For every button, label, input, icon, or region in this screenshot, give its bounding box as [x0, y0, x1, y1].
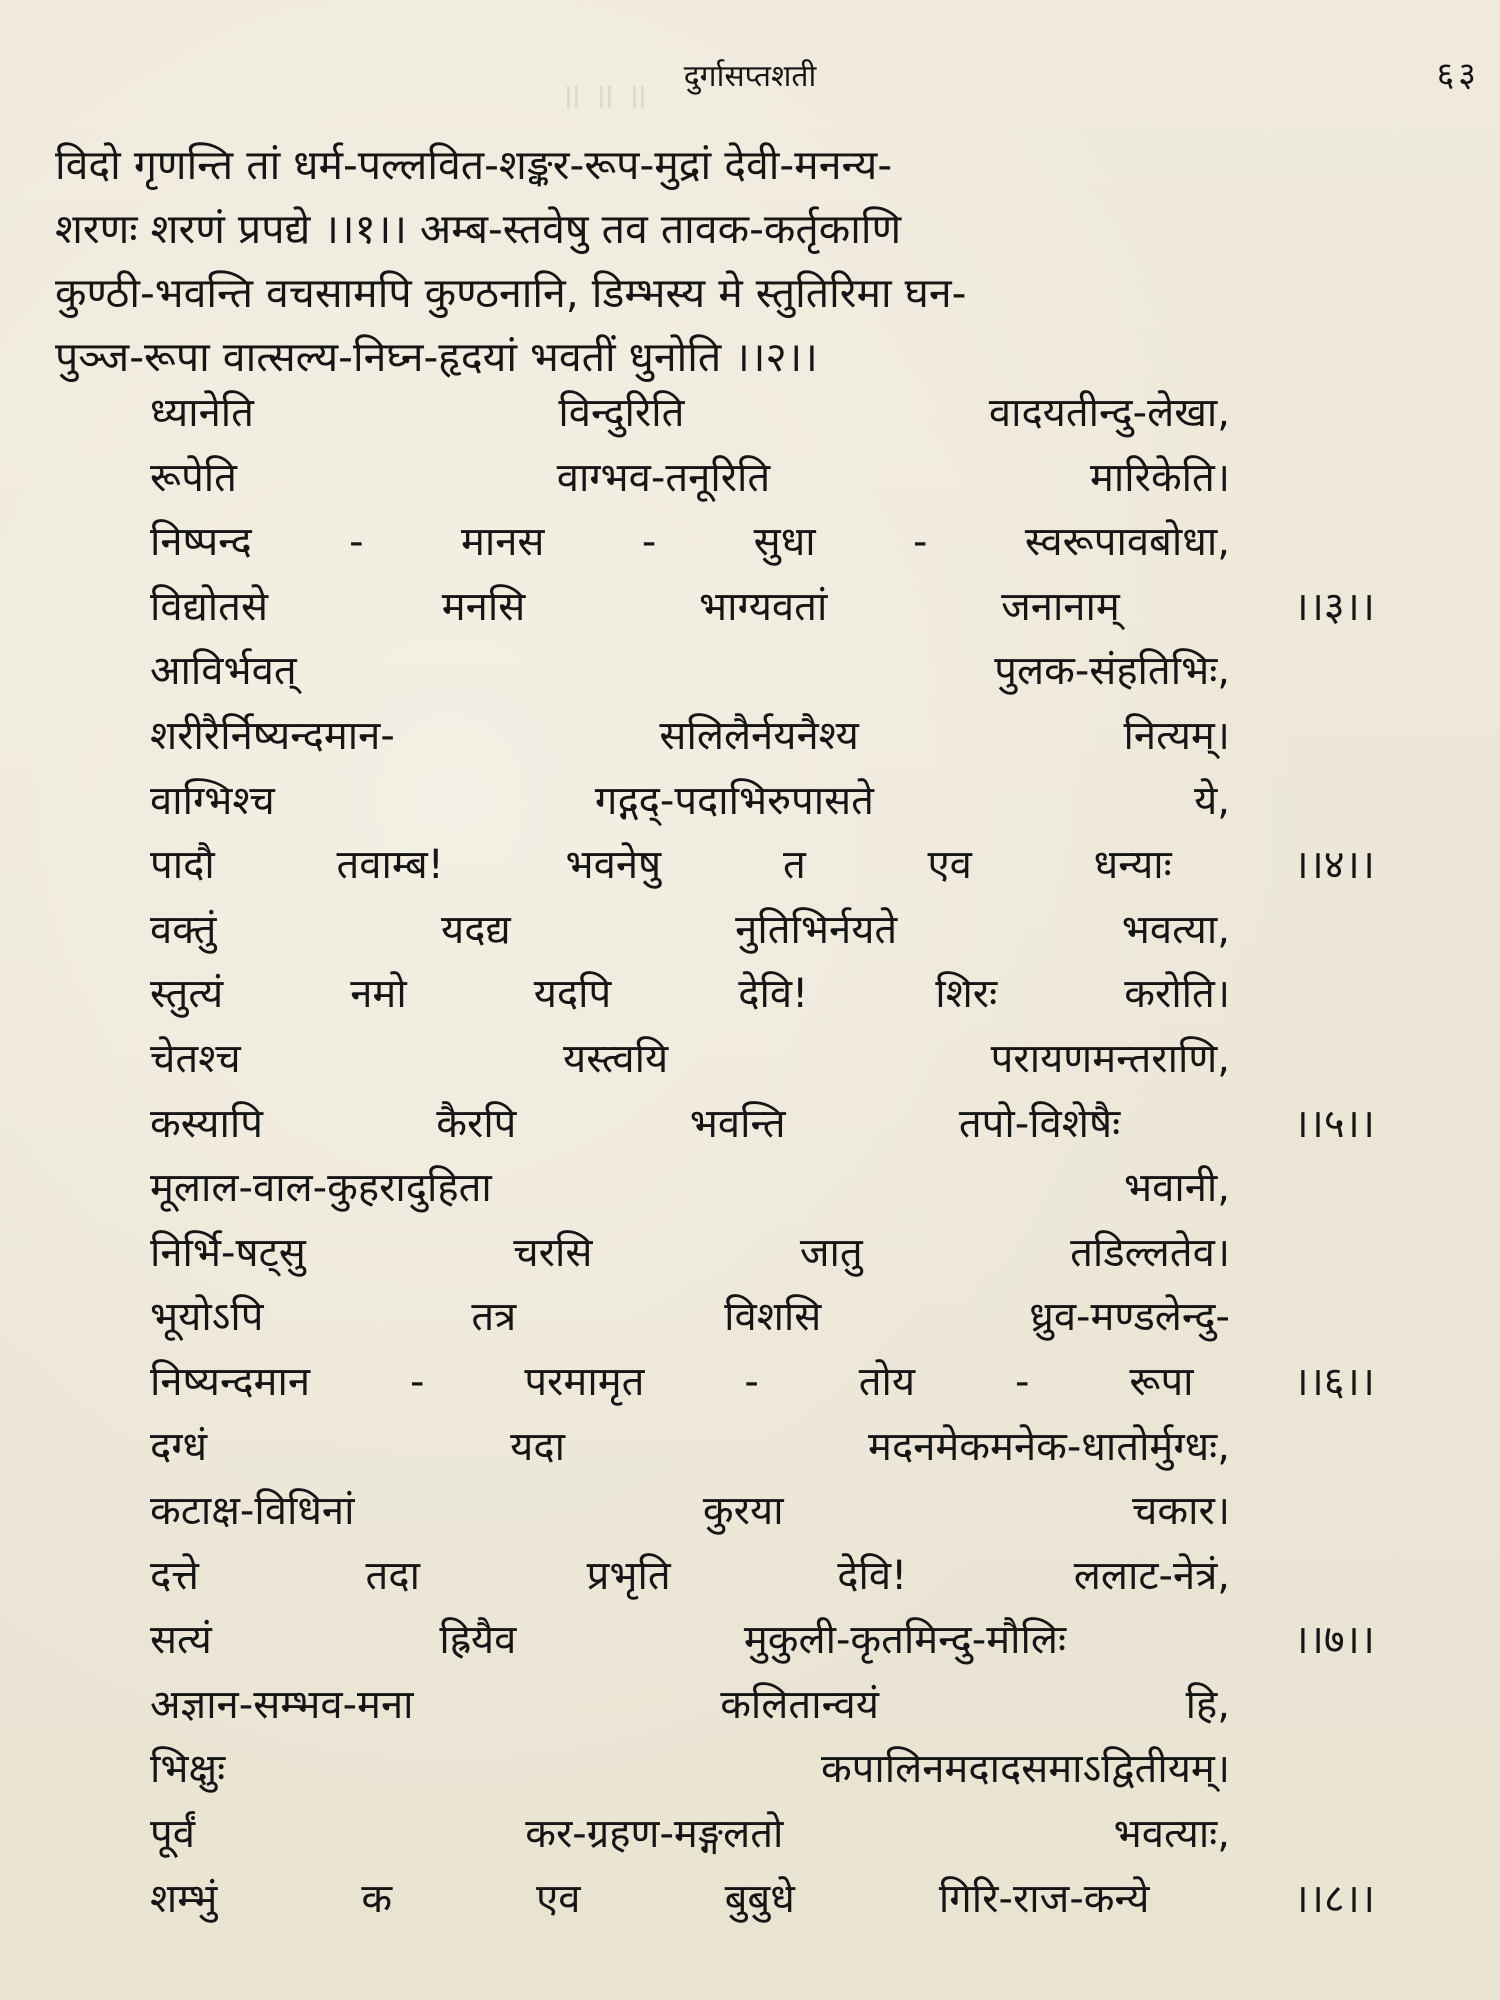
verse-word: चरसि [513, 1229, 593, 1276]
verse-word: कैरपि [436, 1100, 517, 1147]
verse-word: ध्रुव-मण्डलेन्दु- [1029, 1294, 1230, 1341]
verse-word: भवानी, [1124, 1165, 1230, 1212]
verse-word: धन्याः [1093, 842, 1172, 889]
verse-word: ।।८।। [1293, 1875, 1375, 1922]
verse-line [150, 1673, 1375, 1738]
prose-block [55, 133, 1475, 389]
verse-line [150, 1285, 1375, 1350]
verse-line [150, 575, 1375, 640]
verse-word: वादयतीन्दु-लेखा, [988, 390, 1230, 436]
verse-word: नुतिभिर्नयते [735, 906, 898, 953]
verse-word: चेतश्च [150, 1035, 241, 1082]
verse-word: देवि! [837, 1552, 908, 1599]
verse-word: चकार। [1132, 1488, 1230, 1535]
verse-line [150, 704, 1375, 769]
verse-word: ललाट-नेत्रं, [1073, 1552, 1230, 1599]
verse-line [150, 1092, 1375, 1157]
verse-word: एव [536, 1875, 581, 1922]
verse-word: गिरि-राज-कन्ये [938, 1875, 1150, 1922]
verse-word: यस्त्वयि [563, 1035, 669, 1082]
verse-word: सुधा [753, 519, 816, 566]
verse-word: शरीरैर्निष्यन्दमान- [150, 712, 395, 759]
verse-word: देवि! [738, 971, 809, 1018]
verse-word: ये, [1194, 777, 1230, 824]
verse-word: शिरः [935, 971, 998, 1018]
verse-line [150, 1544, 1375, 1609]
verse-word: सत्यं [150, 1617, 212, 1664]
verse-word: जातु [799, 1229, 863, 1276]
verse-word: मुकुली-कृतमिन्दु-मौलिः [743, 1617, 1067, 1664]
verse-word: यदा [510, 1423, 565, 1470]
prose-line: कुण्ठी-भवन्ति वचसामपि कुण्ठनानि, डिम्भस्य मे स्तुतिरिमा घन- [55, 269, 967, 317]
verse-word: स्वरूपावबोधा, [1024, 519, 1230, 566]
verse-word: - [744, 1358, 759, 1405]
verse-word: रूपा [1129, 1358, 1194, 1405]
verse-word: तवाम्ब! [336, 842, 444, 889]
verse-word: आविर्भवत् [150, 648, 297, 695]
verse-word: करोति। [1124, 971, 1230, 1018]
verse-word: निष्पन्द [150, 519, 252, 566]
verse-line [150, 769, 1375, 834]
verse-word: भवन्ति [689, 1100, 786, 1147]
verse-word: कपालिनमदादसमाऽद्वितीयम्। [820, 1746, 1230, 1793]
verse-word: कलितान्वयं [720, 1681, 879, 1728]
verse-word: दग्धं [150, 1423, 208, 1470]
verse-word: - [913, 519, 928, 566]
verse-word: तोय [858, 1358, 916, 1405]
verse-word: मनसि [441, 583, 526, 630]
verse-word: स्तुत्यं [150, 971, 224, 1018]
verse-word: परमामृत [524, 1358, 645, 1405]
verse-word: ।।३।। [1293, 583, 1375, 630]
verse-word: निर्भि-षट्सु [150, 1229, 306, 1276]
verse-word: वाग्भिश्च [150, 777, 275, 824]
prose-line: विदो गृणन्ति तां धर्म-पल्लवित-शङ्कर-रूप-मुद्रां देवी-मनन्य- [55, 141, 893, 189]
verse-line [150, 1156, 1375, 1221]
verse-line [150, 1350, 1375, 1415]
verse-word: - [349, 519, 364, 566]
verse-word: जनानाम् [1001, 583, 1120, 630]
verse-word: बुबुधे [724, 1875, 795, 1922]
verse-line [150, 833, 1375, 898]
verse-word: हि, [1185, 1681, 1230, 1728]
verse-word: तपो-विशेषैः [958, 1100, 1121, 1147]
verse-word: कस्यापि [150, 1100, 263, 1147]
verse-word: यदद्य [441, 906, 511, 953]
verse-word: ।।७।। [1293, 1617, 1375, 1664]
page-header [0, 48, 1500, 98]
page-number: ६३ [1436, 55, 1480, 95]
verse-line [150, 1221, 1375, 1286]
verse-word: यदपि [533, 971, 612, 1018]
verse-word: विन्दुरिति [558, 390, 685, 436]
verse-line [150, 962, 1375, 1027]
verse-word: क [361, 1875, 393, 1922]
verse-line [150, 381, 1375, 446]
verse-word: तडिल्लतेव। [1070, 1229, 1230, 1276]
verse-word: पूर्वं [150, 1811, 195, 1858]
verse-word: - [409, 1358, 425, 1405]
verse-line [150, 446, 1375, 511]
verse-line [150, 1737, 1375, 1802]
verse-word: मूलाल-वाल-कुहरादुहिता [150, 1165, 492, 1212]
verse-word: दत्ते [150, 1552, 199, 1599]
verse-word: कर-ग्रहण-मङ्गलतो [525, 1811, 784, 1858]
verse-block [150, 381, 1375, 1931]
verse-line [150, 639, 1375, 704]
verse-word: गद्गद्-पदाभिरुपासते [594, 777, 874, 824]
verse-word: नित्यम्। [1123, 712, 1230, 759]
verse-word: तत्र [471, 1294, 517, 1341]
verse-word: ।।६।। [1293, 1358, 1375, 1405]
verse-word: वाग्भव-तनूरिति [556, 454, 771, 501]
verse-line [150, 1867, 1375, 1932]
verse-word: ध्यानेति [150, 390, 254, 436]
verse-word: रूपेति [150, 454, 237, 501]
verse-word: वक्तुं [150, 906, 217, 953]
verse-word: नमो [350, 971, 407, 1018]
verse-word: भूयोऽपि [150, 1294, 264, 1341]
verse-word: मदनमेकमनेक-धातोर्मुग्धः, [868, 1423, 1230, 1470]
verse-word: कटाक्ष-विधिनां [150, 1488, 355, 1535]
verse-word: सलिलैर्नयनैश्य [659, 712, 859, 759]
verse-word: भाग्यवतां [699, 583, 828, 630]
verse-line [150, 1608, 1375, 1673]
verse-word: मारिकेति। [1089, 454, 1230, 501]
verse-word: कुरया [702, 1488, 784, 1535]
verse-word: परायणमन्तराणि, [990, 1035, 1230, 1082]
verse-word: ह्रियैव [439, 1617, 517, 1664]
verse-word: भवत्याः, [1113, 1811, 1230, 1858]
prose-line: पुञ्ज-रूपा वात्सल्य-निघ्न-हृदयां भवतीं धुनोति ।।२।। [55, 333, 818, 381]
verse-word: त [782, 842, 806, 889]
verse-word: भिक्षुः [150, 1746, 226, 1793]
verse-word: पुलक-संहतिभिः, [994, 648, 1230, 695]
verse-word: पादौ [150, 842, 215, 889]
verse-word: अज्ञान-सम्भव-मना [150, 1681, 414, 1728]
verse-line [150, 1027, 1375, 1092]
running-title: दुर्गासप्तशती [683, 59, 817, 94]
verse-word: विशसि [724, 1294, 822, 1341]
bleed-through-text: ॥ ॥ ॥ [560, 76, 648, 117]
verse-word: ।।५।। [1293, 1100, 1375, 1147]
verse-word: मानस [460, 519, 545, 566]
prose-line: शरणः शरणं प्रपद्ये ।।१।। अम्ब-स्तवेषु तव तावक-कर्तृकाणि [55, 205, 902, 253]
verse-word: विद्योतसे [150, 583, 268, 630]
verse-word: भवत्या, [1121, 906, 1230, 953]
verse-word: - [1015, 1358, 1030, 1405]
verse-word: प्रभृति [586, 1552, 671, 1599]
verse-word: शम्भुं [150, 1875, 218, 1922]
verse-word: - [641, 519, 657, 566]
verse-word: एव [927, 842, 972, 889]
verse-word: ।।४।। [1293, 842, 1375, 889]
verse-line [150, 510, 1375, 575]
verse-word: निष्यन्दमान [150, 1358, 311, 1405]
verse-line [150, 1415, 1375, 1480]
verse-line [150, 1802, 1375, 1867]
verse-line [150, 898, 1375, 963]
verse-line [150, 1479, 1375, 1544]
verse-word: भवनेषु [565, 842, 662, 889]
verse-word: तदा [365, 1552, 420, 1599]
